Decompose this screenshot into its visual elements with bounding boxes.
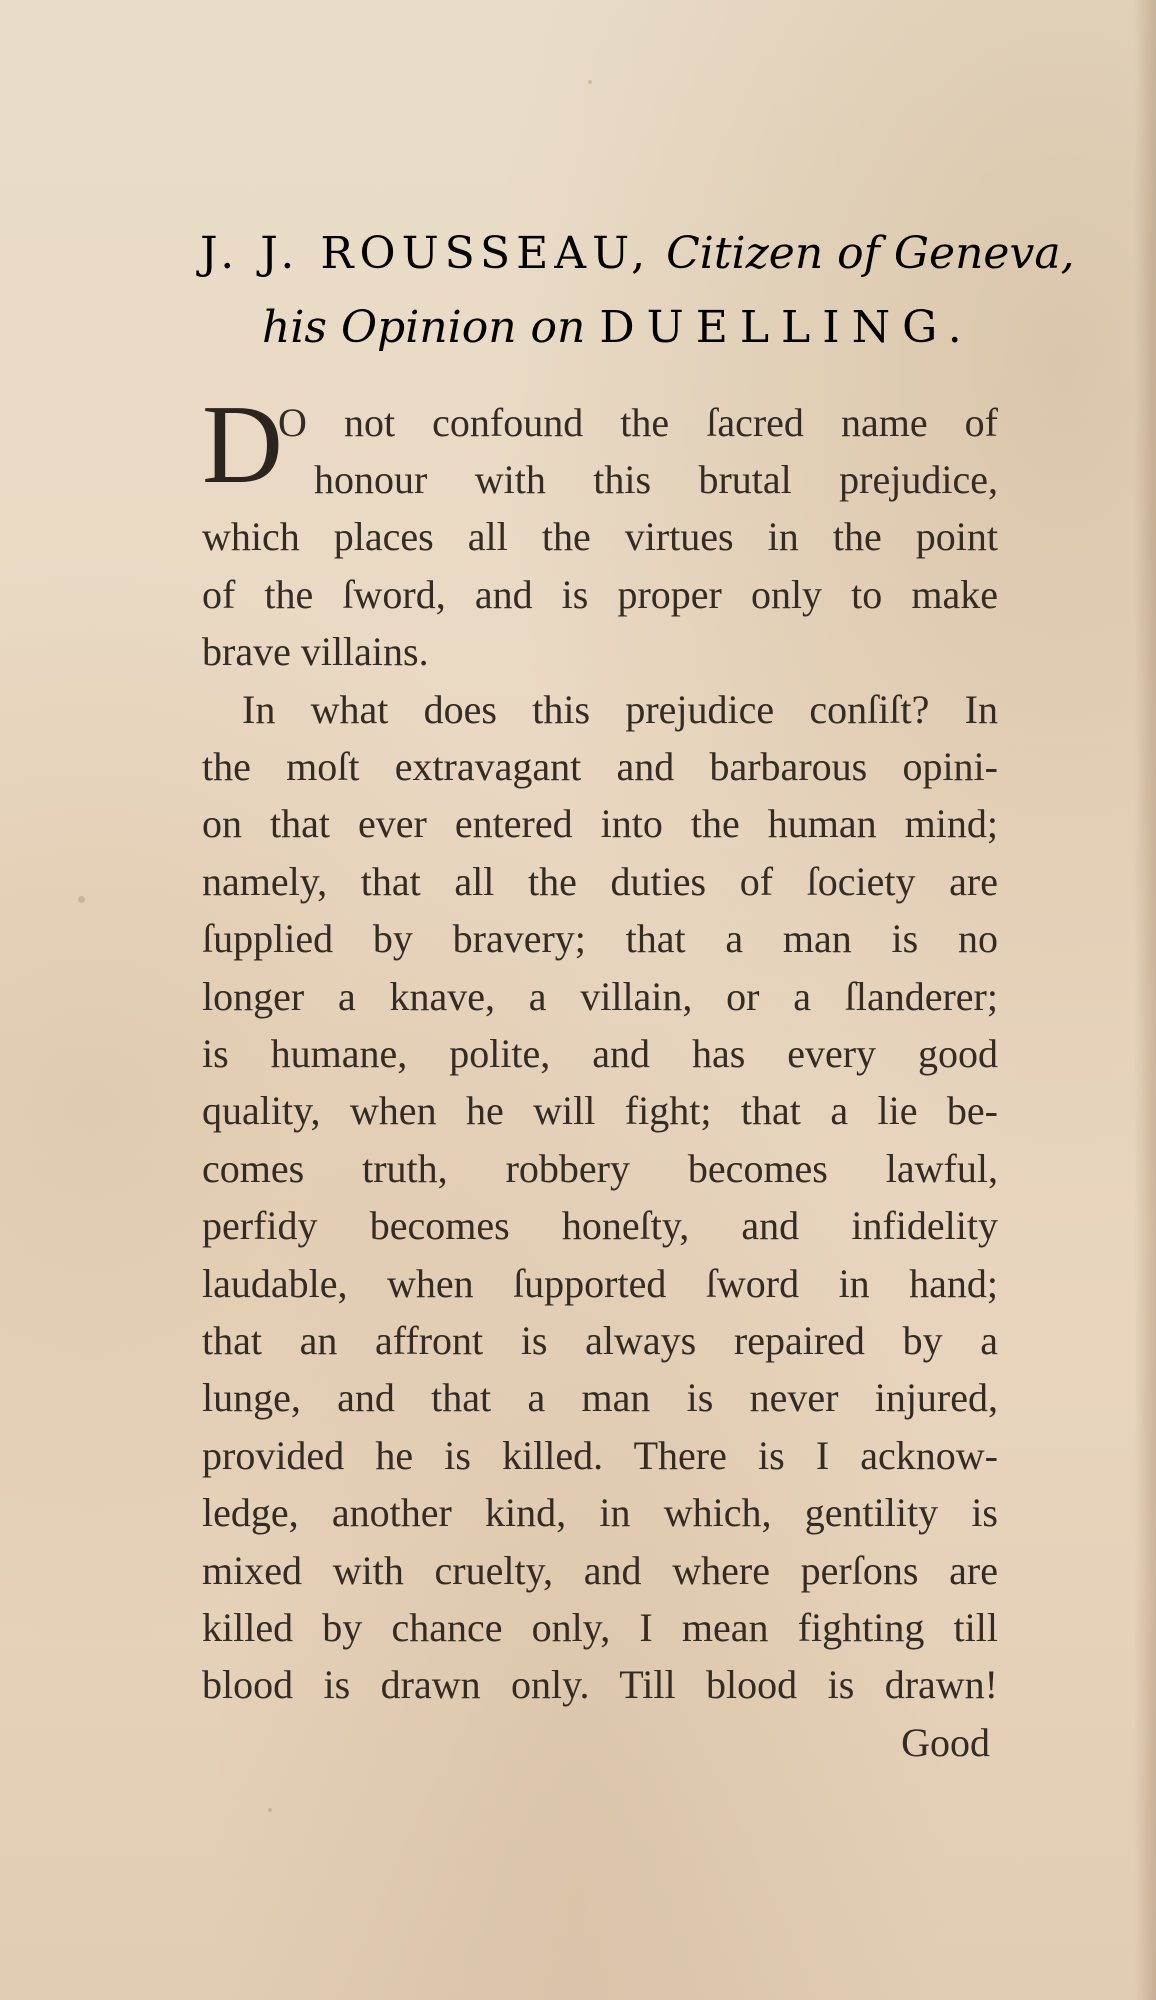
- text-line: provided he is killed. There is I acknow-: [202, 1433, 998, 1478]
- text-line: ledge, another kind, in which, gentility is: [202, 1490, 998, 1535]
- drop-cap: D: [202, 383, 283, 507]
- text-line: perfidy becomes honeſty, and infidelity: [202, 1203, 998, 1248]
- text-line: of the ſword, and is proper only to make: [202, 572, 998, 617]
- text-line: killed by chance only, I mean fighting till: [202, 1605, 998, 1650]
- author-citizenship: Citizen of Geneva,: [666, 228, 1075, 279]
- author-name: J. J. ROUSSEAU,: [200, 228, 652, 279]
- text-line: on that ever entered into the human mind;: [202, 801, 998, 846]
- text-line: laudable, when ſupported ſword in hand;: [202, 1261, 998, 1306]
- text-line: lunge, and that a man is never injured,: [202, 1375, 998, 1420]
- foxing-spot: [268, 1808, 272, 1812]
- text-line: the moſt extravagant and barbarous opini-: [202, 744, 998, 789]
- text-line: honour with this brutal prejudice,: [314, 457, 998, 502]
- page-edge-shadow: [1134, 0, 1156, 2000]
- text-line: quality, when he will fight; that a lie be-: [202, 1088, 998, 1133]
- text-line: is humane, polite, and has every good: [202, 1031, 998, 1076]
- text-line: ſupplied by bravery; that a man is no: [202, 916, 998, 961]
- foxing-spot: [588, 80, 592, 84]
- title-line-1: [200, 228, 1075, 279]
- text-line: In what does this prejudice conſiſt? In: [242, 687, 998, 732]
- catchword: Good: [901, 1720, 990, 1765]
- text-line: blood is drawn only. Till blood is drawn!: [202, 1662, 998, 1707]
- text-line: O not confound the ſacred name of: [278, 400, 998, 445]
- text-line: that an affront is always repaired by a: [202, 1318, 998, 1363]
- title-subject: DUELLING.: [599, 302, 974, 353]
- title-subject-intro: his Opinion on: [262, 302, 586, 353]
- text-line: comes truth, robbery becomes lawful,: [202, 1146, 998, 1191]
- text-line: which places all the virtues in the point: [202, 514, 998, 559]
- title-line-2: [262, 302, 974, 353]
- foxing-spot: [78, 896, 85, 903]
- text-line: namely, that all the duties of ſociety are: [202, 859, 998, 904]
- text-line: mixed with cruelty, and where perſons are: [202, 1548, 998, 1593]
- text-line: longer a knave, a villain, or a ſlanderer;: [202, 974, 998, 1019]
- text-line: brave villains.: [202, 629, 429, 674]
